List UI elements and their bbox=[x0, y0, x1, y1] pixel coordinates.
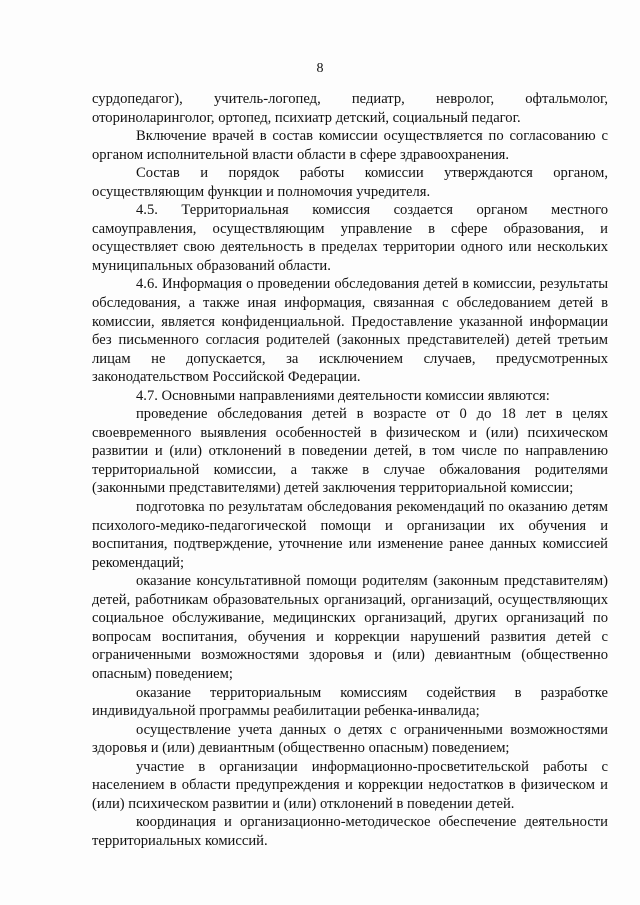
list-item-outreach: участие в организации информационно-просветительской работы с населением в области предупреждения и коррекции недостатков в физическом и (или) психическом развитии и (или) отклонений в поведении детей. bbox=[92, 758, 608, 812]
list-item-recommendations: подготовка по результатам обследования рекомендаций по оказанию детям психолого-медико-педагогической помощи и организации их обучения и воспитания, подтверждение, уточнение или изменение ранее данных комиссией рекомендаций; bbox=[92, 499, 608, 571]
list-item-consultation: оказание консультативной помощи родителям (законным представителям) детей, работникам образовательных организаций, организаций, осуществляющих социальное обслуживание, медицинских организаций, других организаций по вопросам воспитания, обучения и коррекции нарушений развития детей с ограниченными возможностями здоровья и (или) девиантным (общественно опасным) поведением; bbox=[92, 573, 608, 682]
list-item-rehabilitation: оказание территориальным комиссиям содействия в разработке индивидуальной программы реабилитации ребенка-инвалида; bbox=[92, 684, 608, 720]
document-body bbox=[92, 90, 608, 850]
paragraph-4-7: 4.7. Основными направлениями деятельности комиссии являются: bbox=[136, 387, 550, 404]
list-item-coordination: координация и организационно-методическое обеспечение деятельности территориальных комиссий. bbox=[92, 814, 608, 849]
paragraph-4-6: 4.6. Информация о проведении обследования детей в комиссии, результаты обследования, а также иная информация, связанная с обследованием детей в комиссии, является конфиденциальной. Предоставление указанной информации без письменного согласия родителей (законных представителей) детей третьим лицам не допускается, за исключением случаев, предусмотренных законодательством Российской Федерации. bbox=[92, 276, 608, 386]
list-item-examination: проведение обследования детей в возрасте от 0 до 18 лет в целях своевременного выявления особенностей в физическом и (или) психическом развитии и (или) отклонений в поведении детей, в том числе по направлению территориальной комиссии, а также в случае обжалования родителями (законными представителями) детей заключения территориальной комиссии; bbox=[92, 406, 608, 497]
list-item-data-accounting: осуществление учета данных о детях с ограниченными возможностями здоровья и (или) девиантным (общественно опасным) поведением; bbox=[92, 721, 608, 757]
paragraph-4-5: 4.5. Территориальная комиссия создается органом местного самоуправления, осуществляющим управление в сфере образования, и осуществляет свою деятельность в пределах территории одного или нескольких муниципальных образований области. bbox=[92, 202, 608, 274]
paragraph-doctors-inclusion: Включение врачей в состав комиссии осуществляется по согласованию с органом исполнительной власти области в сфере здравоохранения. bbox=[92, 128, 608, 163]
paragraph-staff-list: сурдопедагог), учитель-логопед, педиатр, невролог, офтальмолог, оториноларинголог, ортопед, психиатр детский, социальный педагог. bbox=[92, 91, 608, 126]
paragraph-composition: Состав и порядок работы комиссии утверждаются органом, осуществляющим функции и полномочия учредителя. bbox=[92, 165, 608, 200]
page-number: 8 bbox=[316, 61, 324, 76]
